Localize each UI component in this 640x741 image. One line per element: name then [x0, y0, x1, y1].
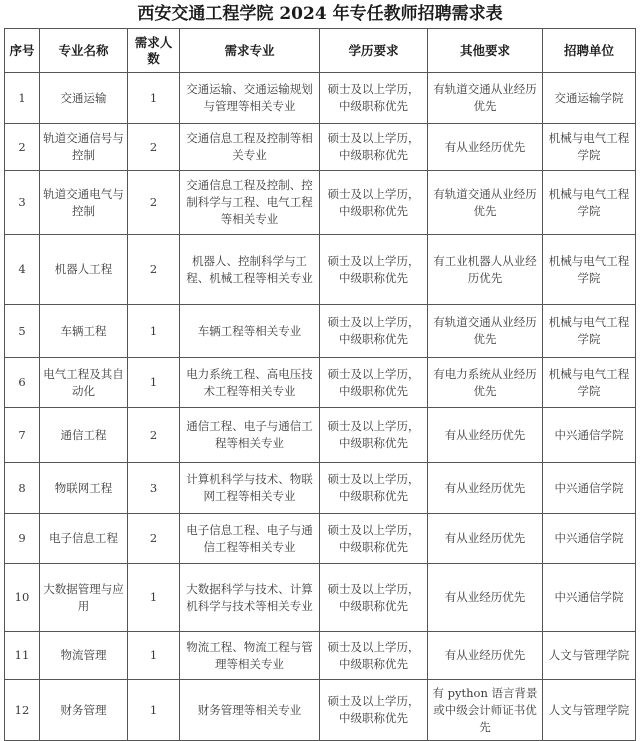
- cell-seq: 7: [5, 408, 40, 463]
- cell-unit: 人文与管理学院: [543, 632, 636, 680]
- cell-unit: 机械与电气工程学院: [543, 305, 636, 358]
- header-unit: 招聘单位: [543, 29, 636, 73]
- cell-required-major: 电子信息工程、电子与通信工程等相关专业: [180, 514, 320, 564]
- cell-other: 有从业经历优先: [428, 463, 543, 514]
- cell-major: 通信工程: [40, 408, 128, 463]
- cell-major: 大数据管理与应用: [40, 564, 128, 632]
- table-row: [5, 680, 636, 741]
- cell-count: 2: [128, 124, 180, 171]
- cell-required-major: 电力系统工程、高电压技术工程等相关专业: [180, 358, 320, 408]
- cell-required-major: 计算机科学与技术、物联网工程等相关专业: [180, 463, 320, 514]
- cell-education: 硕士及以上学历，中级职称优先: [320, 632, 428, 680]
- cell-unit: 机械与电气工程学院: [543, 124, 636, 171]
- table-row: [5, 305, 636, 358]
- cell-other: 有从业经历优先: [428, 408, 543, 463]
- cell-seq: 5: [5, 305, 40, 358]
- cell-major: 物流管理: [40, 632, 128, 680]
- cell-count: 1: [128, 305, 180, 358]
- table-row: [5, 564, 636, 632]
- cell-major: 机器人工程: [40, 235, 128, 305]
- cell-seq: 6: [5, 358, 40, 408]
- cell-seq: 11: [5, 632, 40, 680]
- cell-unit: 交通运输学院: [543, 73, 636, 124]
- cell-count: 1: [128, 358, 180, 408]
- cell-unit: 中兴通信学院: [543, 408, 636, 463]
- recruitment-table: [4, 28, 636, 741]
- cell-required-major: 财务管理等相关专业: [180, 680, 320, 741]
- cell-required-major: 交通信息工程及控制、控制科学与工程、电气工程等相关专业: [180, 171, 320, 235]
- cell-seq: 12: [5, 680, 40, 741]
- table-row: [5, 463, 636, 514]
- cell-education: 硕士及以上学历，中级职称优先: [320, 514, 428, 564]
- cell-other: 有电力系统从业经历优先: [428, 358, 543, 408]
- cell-required-major: 通信工程、电子与通信工程等相关专业: [180, 408, 320, 463]
- table-row: [5, 124, 636, 171]
- cell-education: 硕士及以上学历，中级职称优先: [320, 124, 428, 171]
- cell-seq: 10: [5, 564, 40, 632]
- cell-unit: 人文与管理学院: [543, 680, 636, 741]
- header-count: 需求人数: [128, 29, 180, 73]
- cell-other: 有从业经历优先: [428, 564, 543, 632]
- cell-seq: 3: [5, 171, 40, 235]
- cell-major: 物联网工程: [40, 463, 128, 514]
- cell-education: 硕士及以上学历，中级职称优先: [320, 171, 428, 235]
- cell-major: 轨道交通电气与控制: [40, 171, 128, 235]
- cell-count: 3: [128, 463, 180, 514]
- header-row: [5, 29, 636, 73]
- cell-unit: 机械与电气工程学院: [543, 171, 636, 235]
- cell-major: 电子信息工程: [40, 514, 128, 564]
- cell-seq: 2: [5, 124, 40, 171]
- table-row: [5, 408, 636, 463]
- header-education: 学历要求: [320, 29, 428, 73]
- cell-other: 有 python 语言背景或中级会计师证书优先: [428, 680, 543, 741]
- cell-other: 有从业经历优先: [428, 632, 543, 680]
- table-row: [5, 73, 636, 124]
- cell-required-major: 交通运输、交通运输规划与管理等相关专业: [180, 73, 320, 124]
- cell-other: 有轨道交通从业经历优先: [428, 73, 543, 124]
- cell-major: 财务管理: [40, 680, 128, 741]
- cell-education: 硕士及以上学历，中级职称优先: [320, 235, 428, 305]
- cell-seq: 9: [5, 514, 40, 564]
- cell-count: 1: [128, 73, 180, 124]
- cell-required-major: 车辆工程等相关专业: [180, 305, 320, 358]
- cell-count: 1: [128, 564, 180, 632]
- cell-required-major: 机器人、控制科学与工程、机械工程等相关专业: [180, 235, 320, 305]
- cell-required-major: 大数据科学与技术、计算机科学与技术等相关专业: [180, 564, 320, 632]
- cell-unit: 中兴通信学院: [543, 564, 636, 632]
- cell-education: 硕士及以上学历，中级职称优先: [320, 463, 428, 514]
- cell-count: 1: [128, 632, 180, 680]
- cell-other: 有工业机器人从业经历优先: [428, 235, 543, 305]
- cell-unit: 中兴通信学院: [543, 514, 636, 564]
- header-other: 其他要求: [428, 29, 543, 73]
- cell-required-major: 物流工程、物流工程与管理等相关专业: [180, 632, 320, 680]
- cell-other: 有轨道交通从业经历优先: [428, 305, 543, 358]
- cell-seq: 4: [5, 235, 40, 305]
- table-row: [5, 358, 636, 408]
- cell-count: 2: [128, 408, 180, 463]
- cell-education: 硕士及以上学历，中级职称优先: [320, 358, 428, 408]
- cell-count: 2: [128, 171, 180, 235]
- cell-unit: 中兴通信学院: [543, 463, 636, 514]
- header-required-major: 需求专业: [180, 29, 320, 73]
- table-row: [5, 235, 636, 305]
- header-seq: 序号: [5, 29, 40, 73]
- table-row: [5, 514, 636, 564]
- cell-other: 有轨道交通从业经历优先: [428, 171, 543, 235]
- cell-major: 轨道交通信号与控制: [40, 124, 128, 171]
- cell-education: 硕士及以上学历，中级职称优先: [320, 305, 428, 358]
- cell-other: 有从业经历优先: [428, 124, 543, 171]
- cell-seq: 8: [5, 463, 40, 514]
- page-title: 西安交通工程学院 2024 年专任教师招聘需求表: [137, 4, 503, 24]
- table-row: [5, 632, 636, 680]
- cell-count: 2: [128, 514, 180, 564]
- cell-major: 电气工程及其自动化: [40, 358, 128, 408]
- cell-count: 1: [128, 680, 180, 741]
- cell-count: 2: [128, 235, 180, 305]
- header-major: 专业名称: [40, 29, 128, 73]
- cell-major: 交通运输: [40, 73, 128, 124]
- cell-seq: 1: [5, 73, 40, 124]
- cell-required-major: 交通信息工程及控制等相关专业: [180, 124, 320, 171]
- cell-other: 有从业经历优先: [428, 514, 543, 564]
- cell-education: 硕士及以上学历，中级职称优先: [320, 73, 428, 124]
- cell-major: 车辆工程: [40, 305, 128, 358]
- cell-education: 硕士及以上学历，中级职称优先: [320, 680, 428, 741]
- cell-education: 硕士及以上学历，中级职称优先: [320, 564, 428, 632]
- table-row: [5, 171, 636, 235]
- cell-unit: 机械与电气工程学院: [543, 358, 636, 408]
- cell-education: 硕士及以上学历，中级职称优先: [320, 408, 428, 463]
- cell-unit: 机械与电气工程学院: [543, 235, 636, 305]
